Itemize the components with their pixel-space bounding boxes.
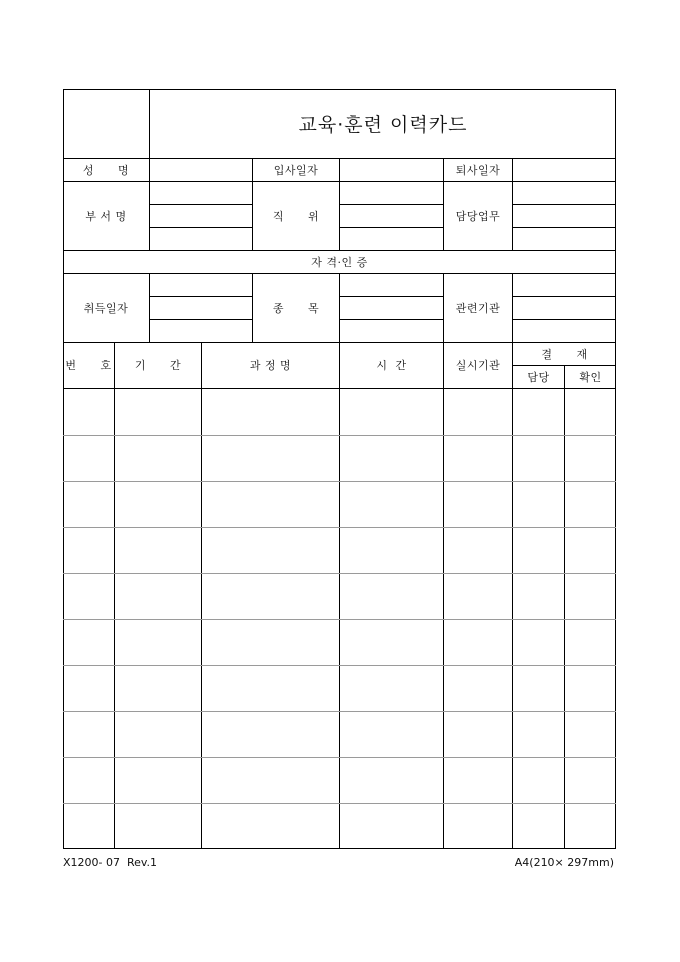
cert-section-heading: 자 격·인 증 [311,255,368,269]
table-cell[interactable] [203,481,339,526]
table-cell[interactable] [566,665,616,710]
cert-type-label: 종 목 [272,301,320,315]
table-cell[interactable] [514,711,564,756]
table-cell[interactable] [116,665,201,710]
divider [339,342,340,849]
table-cell[interactable] [445,665,512,710]
table-cell[interactable] [566,389,616,434]
table-cell[interactable] [116,757,201,802]
table-cell[interactable] [116,803,201,848]
position-field[interactable] [340,182,443,249]
doc-code: X1200- 07 Rev.1 [63,856,158,869]
table-cell[interactable] [203,757,339,802]
dept-label: 부 서 명 [85,209,127,223]
table-cell[interactable] [514,389,564,434]
table-cell[interactable] [203,803,339,848]
paper-size: A4(210× 297mm) [514,856,614,869]
agency-field[interactable] [513,274,616,341]
leave-date-field[interactable] [513,159,616,181]
table-cell[interactable] [514,573,564,618]
table-cell[interactable] [514,803,564,848]
table-cell[interactable] [566,435,616,480]
col-header-hours: 시 간 [376,359,407,372]
form-title: 교육·훈련 이력카드 [298,114,468,136]
table-cell[interactable] [341,481,443,526]
table-cell[interactable] [445,481,512,526]
table-cell[interactable] [64,435,114,480]
table-cell[interactable] [566,803,616,848]
table-cell[interactable] [116,711,201,756]
table-cell[interactable] [64,711,114,756]
agency-label: 관련기관 [455,301,501,315]
table-cell[interactable] [566,527,616,572]
table-cell[interactable] [445,573,512,618]
duty-label: 담당업무 [455,209,501,223]
table-cell[interactable] [203,711,339,756]
position-label: 직 위 [272,209,320,223]
cert-type-field[interactable] [340,274,443,341]
table-cell[interactable] [116,527,201,572]
table-cell[interactable] [116,573,201,618]
leave-date-label: 퇴사일자 [455,163,501,177]
join-date-field[interactable] [340,159,443,181]
col-header-no: 번 호 [65,359,112,372]
table-cell[interactable] [566,757,616,802]
table-cell[interactable] [566,711,616,756]
divider [114,342,115,849]
table-cell[interactable] [203,389,339,434]
table-cell[interactable] [64,527,114,572]
table-cell[interactable] [341,711,443,756]
table-cell[interactable] [341,389,443,434]
table-cell[interactable] [203,619,339,664]
col-header-approval: 결 재 [541,347,588,361]
table-cell[interactable] [64,481,114,526]
table-cell[interactable] [566,619,616,664]
dept-field[interactable] [150,182,252,249]
table-cell[interactable] [514,481,564,526]
table-cell[interactable] [514,619,564,664]
table-cell[interactable] [64,573,114,618]
table-cell[interactable] [341,803,443,848]
col-header-charge: 담당 [527,370,550,384]
table-cell[interactable] [445,527,512,572]
divider [564,365,565,849]
col-header-period: 기 간 [134,359,182,372]
table-cell[interactable] [514,757,564,802]
acquire-date-field[interactable] [150,274,252,341]
table-cell[interactable] [445,803,512,848]
table-cell[interactable] [445,435,512,480]
table-cell[interactable] [341,619,443,664]
table-cell[interactable] [341,573,443,618]
table-cell[interactable] [566,573,616,618]
table-cell[interactable] [445,757,512,802]
table-cell[interactable] [203,573,339,618]
table-cell[interactable] [341,665,443,710]
table-cell[interactable] [341,435,443,480]
table-cell[interactable] [514,527,564,572]
table-cell[interactable] [116,619,201,664]
table-cell[interactable] [566,481,616,526]
table-cell[interactable] [203,527,339,572]
name-field[interactable] [150,159,252,181]
join-date-label: 입사일자 [273,163,319,177]
table-cell[interactable] [341,527,443,572]
table-cell[interactable] [64,665,114,710]
table-cell[interactable] [203,665,339,710]
col-header-institute: 실시기관 [455,359,501,372]
table-cell[interactable] [64,757,114,802]
table-cell[interactable] [203,435,339,480]
divider [201,342,202,849]
col-header-course: 과 정 명 [249,359,292,372]
table-cell[interactable] [64,803,114,848]
duty-field[interactable] [513,182,616,249]
table-cell[interactable] [445,711,512,756]
acquire-date-label: 취득일자 [83,301,129,315]
table-cell[interactable] [514,435,564,480]
table-cell[interactable] [64,389,114,434]
table-cell[interactable] [64,619,114,664]
table-cell[interactable] [341,757,443,802]
divider [443,342,444,849]
table-cell[interactable] [116,435,201,480]
table-cell[interactable] [116,389,201,434]
table-cell[interactable] [514,665,564,710]
name-label: 성 명 [82,163,130,177]
divider [512,342,513,849]
table-cell[interactable] [445,619,512,664]
table-cell[interactable] [445,389,512,434]
col-header-confirm: 확인 [579,370,602,384]
table-cell[interactable] [116,481,201,526]
